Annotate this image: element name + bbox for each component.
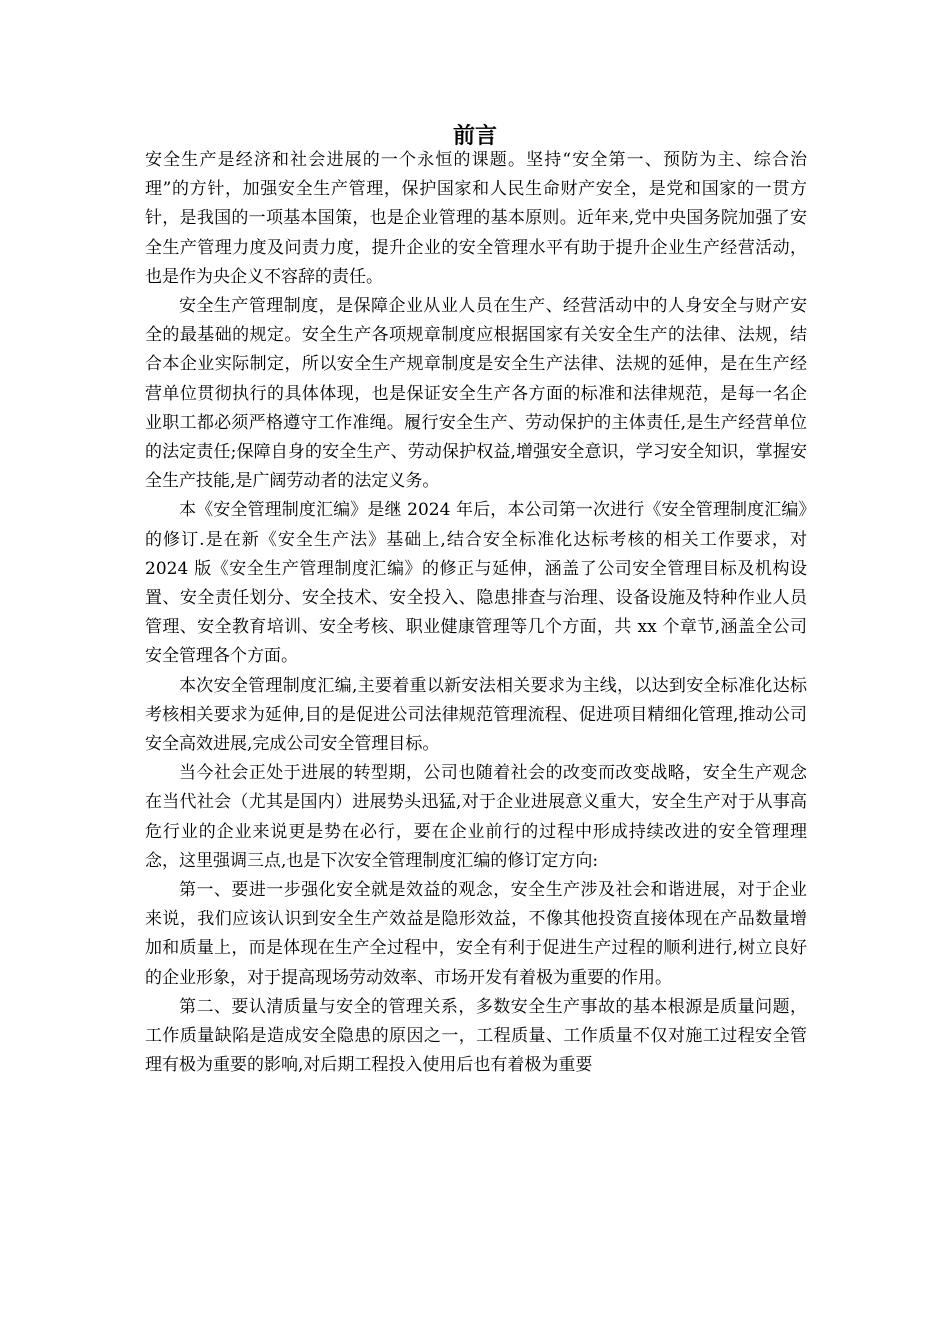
paragraph-1: 安全生产是经济和社会进展的一个永恒的课题。坚持“安全第一、预防为主、综合治理”的方针，加强安全生产管理，保护国家和人民生命财产安全，是党和国家的一贯方针，是我国的一项基本国策，也是企业管理的基本原则。近年来,党中央国务院加强了安全生产管理力度及问责力度，提升企业的安全管理水平有助于提升企业生产经营活动，也是作为央企义不容辞的责任。: [145, 150, 807, 287]
paragraph-7: 第二、要认清质量与安全的管理关系，多数安全生产事故的基本根源是质量问题，工作质量缺陷是造成安全隐患的原因之一，工程质量、工作质量不仅对施工过程安全管理有极为重要的影响,对后期工程投入使用后也有着极为重要: [145, 996, 807, 1076]
document-body: [145, 146, 807, 1081]
paragraph-6: 第一、要进一步强化安全就是效益的观念，安全生产涉及社会和谐进展，对于企业来说，我们应该认识到安全生产效益是隐形效益，不像其他投资直接体现在产品数量增加和质量上，而是体现在生产全过程中，安全有利于促进生产过程的顺利进行,树立良好的企业形象，对于提高现场劳动效率、市场开发有着极为重要的作用。: [145, 880, 807, 988]
page-title: 前言: [452, 123, 497, 149]
paragraph-2: 安全生产管理制度，是保障企业从业人员在生产、经营活动中的人身安全与财产安全的最基础的规定。安全生产各项规章制度应根据国家有关安全生产的法律、法规，结合本企业实际制定，所以安全生产规章制度是安全生产法律、法规的延伸，是在生产经营单位贯彻执行的具体体现，也是保证安全生产各方面的标准和法律规范，是每一名企业职工都必须严格遵守工作准绳。履行安全生产、劳动保护的主体责任,是生产经营单位的法定责任;保障自身的安全生产、劳动保护权益,增强安全意识，学习安全知识，掌握安全生产技能,是广阔劳动者的法定义务。: [145, 296, 807, 492]
paragraph-3: 本《安全管理制度汇编》是继 2024 年后，本公司第一次进行《安全管理制度汇编》的修订.是在新《安全生产法》基础上,结合安全标准化达标考核的相关工作要求，对 2024 版《安全生产管理制度汇编》的修正与延伸，涵盖了公司安全管理目标及机构设置、安全责任划分、安全技术、安全投入、隐患排查与治理、设备设施及特种作业人员管理、安全教育培训、安全考核、职业健康管理等几个方面，共 xx 个章节,涵盖全公司安全管理各个方面。: [145, 500, 807, 667]
paragraph-5: 当今社会正处于进展的转型期，公司也随着社会的改变而改变战略，安全生产观念在当代社会（尤其是国内）进展势头迅猛,对于企业进展意义重大，安全生产对于从事高危行业的企业来说更是势在必行，要在企业前行的过程中形成持续改进的安全管理理念，这里强调三点,也是下次安全管理制度汇编的修订定方向:: [145, 763, 807, 871]
paragraph-4: 本次安全管理制度汇编,主要着重以新安法相关要求为主线，以达到安全标准化达标考核相关要求为延伸,目的是促进公司法律规范管理流程、促进项目精细化管理,推动公司安全高效进展,完成公司安全管理目标。: [145, 675, 807, 755]
